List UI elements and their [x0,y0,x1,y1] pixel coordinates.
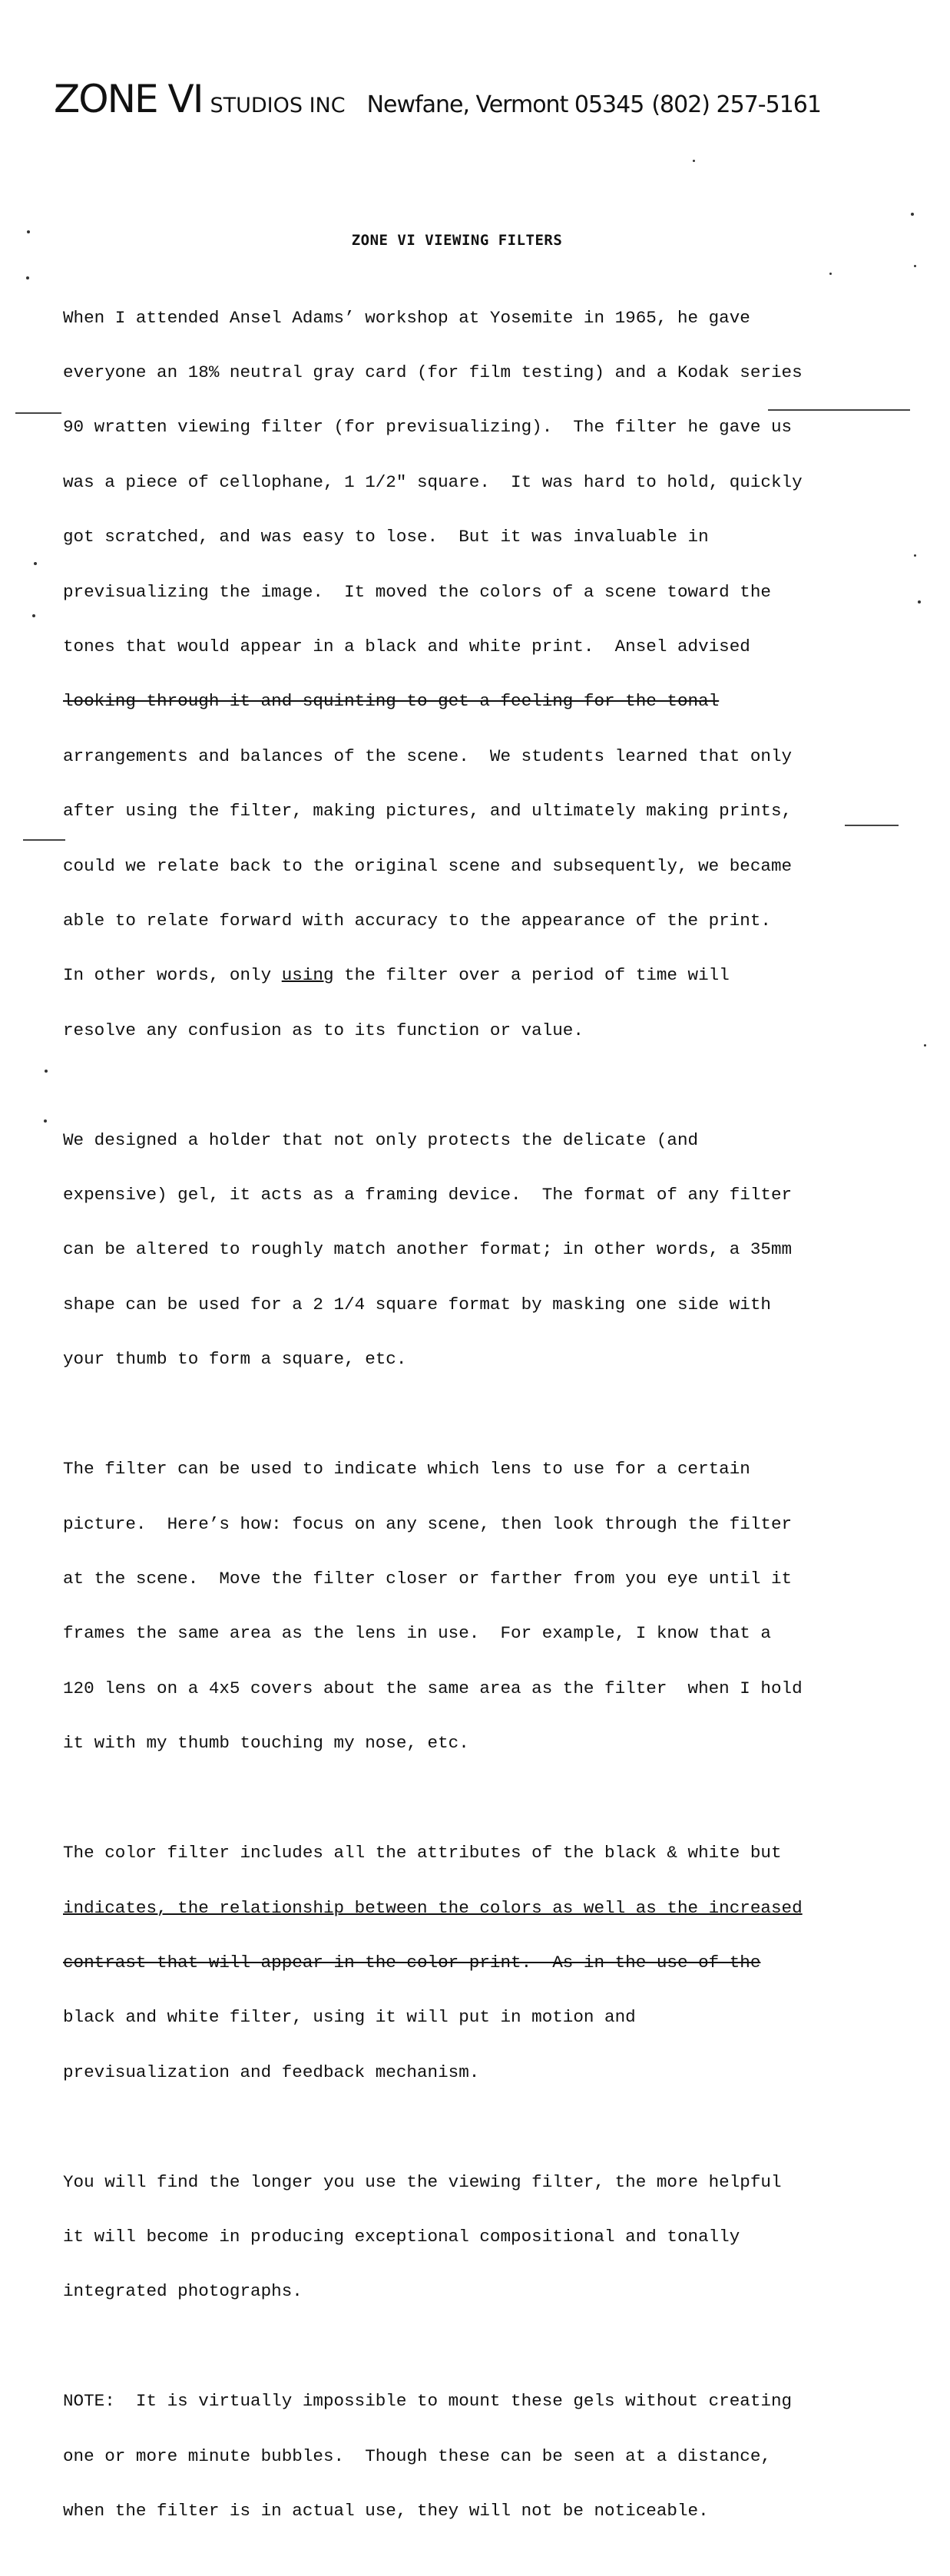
text-line: able to relate forward with accuracy to the appearance of the print. [63,910,771,931]
scan-speck [914,265,916,267]
text-line: at the scene. Move the filter closer or farther from you eye until it [63,1568,793,1589]
scan-mark [23,839,65,841]
text-line: everyone an 18% neutral gray card (for film testing) and a Kodak series [63,362,803,382]
scan-mark [15,412,61,414]
struck-through-line: looking through it and squinting to get a feeling for the tonal [63,691,720,712]
text-line: previsualizing the image. It moved the colors of a scene toward the [63,581,771,602]
letterhead-phone: (802) 257-5161 [651,91,821,118]
scan-speck [44,1119,47,1123]
text-line: frames the same area as the lens in use. For example, I know that a [63,1623,771,1644]
text-line: black and white filter, using it will put in motion and [63,2007,636,2028]
scan-speck [45,1070,48,1073]
text-line: 120 lens on a 4x5 covers about the same area as the filter when I hold [63,1678,803,1698]
scan-speck [914,554,916,557]
scan-speck [911,213,914,216]
paragraph-1 [63,273,892,1076]
text-line: The color filter includes all the attributes of the black & white but [63,1843,782,1863]
scan-speck [27,230,30,233]
scan-speck [34,562,37,565]
underlined-line: indicates, the relationship between the colors as well as the increased [63,1897,803,1918]
text-line: 90 wratten viewing filter (for previsualizing). The filter he gave us [63,417,793,438]
scan-speck [924,1044,926,1047]
text-line: We designed a holder that not only protects the delicate (and [63,1129,699,1150]
text-line: when the filter is in actual use, they will not be noticeable. [63,2501,709,2521]
text-line: it will become in producing exceptional compositional and tonally [63,2227,740,2247]
text-line: one or more minute bubbles. Though these can be seen at a distance, [63,2445,771,2466]
text-line: tones that would appear in a black and white print. Ansel advised [63,636,750,656]
letterhead-company-name: ZONE VI [54,77,203,121]
text-line: your thumb to form a square, etc. [63,1349,407,1370]
text-line: was a piece of cellophane, 1 1/2" square. It was hard to hold, quickly [63,471,803,492]
text-line: could we relate back to the original scene and subsequently, we became [63,855,793,876]
text-line: previsualization and feedback mechanism. [63,2062,480,2082]
text-line: shape can be used for a 2 1/4 square format by masking one side with [63,1294,771,1314]
text-line: can be altered to roughly match another format; in other words, a 35mm [63,1239,793,1260]
text-line: arrangements and balances of the scene. We students learned that only [63,746,793,766]
text-line: after using the filter, making pictures, and ultimately making prints, [63,801,793,822]
text-line: When I attended Ansel Adams’ workshop at Yosemite in 1965, he gave [63,307,750,328]
text-line: resolve any confusion as to its function or value. [63,1020,584,1040]
text-line: expensive) gel, it acts as a framing device. The format of any filter [63,1185,793,1205]
paragraph-2 [63,1095,892,1406]
scan-mark [768,409,910,411]
scan-speck [918,600,921,603]
letterhead-address: Newfane, Vermont 05345 [366,91,644,118]
paragraph-3 [63,1424,892,1790]
text-line: it with my thumb touching my nose, etc. [63,1733,469,1754]
struck-through-line: contrast that will appear in the color print. As in the use of the [63,1952,761,1973]
letterhead-studios: STUDIOS INC [210,94,346,117]
scan-speck [693,160,695,162]
text-line: NOTE: It is virtually impossible to mount these gels without creating [63,2391,793,2412]
document-title: ZONE VI VIEWING FILTERS [351,232,563,249]
text-line: picture. Here’s how: focus on any scene, then look through the filter [63,1513,793,1534]
paragraph-5 [63,2137,892,2338]
scan-speck [32,614,35,617]
text-line: integrated photographs. [63,2281,303,2302]
scan-speck [829,273,832,275]
paragraph-6-note [63,2356,892,2558]
paragraph-4 [63,1808,892,2119]
scan-mark [845,825,899,826]
text-line: got scratched, and was easy to lose. But it was invaluable in [63,527,709,547]
underlined-word: using [281,965,334,986]
letterhead [54,77,821,121]
text-line-with-underline: In other words, only using the filter over a period of time will [63,965,730,986]
text-line: You will find the longer you use the viewing filter, the more helpful [63,2171,782,2192]
scan-speck [26,276,29,279]
text-line: The filter can be used to indicate which lens to use for a certain [63,1459,750,1480]
document-body [63,273,892,2576]
